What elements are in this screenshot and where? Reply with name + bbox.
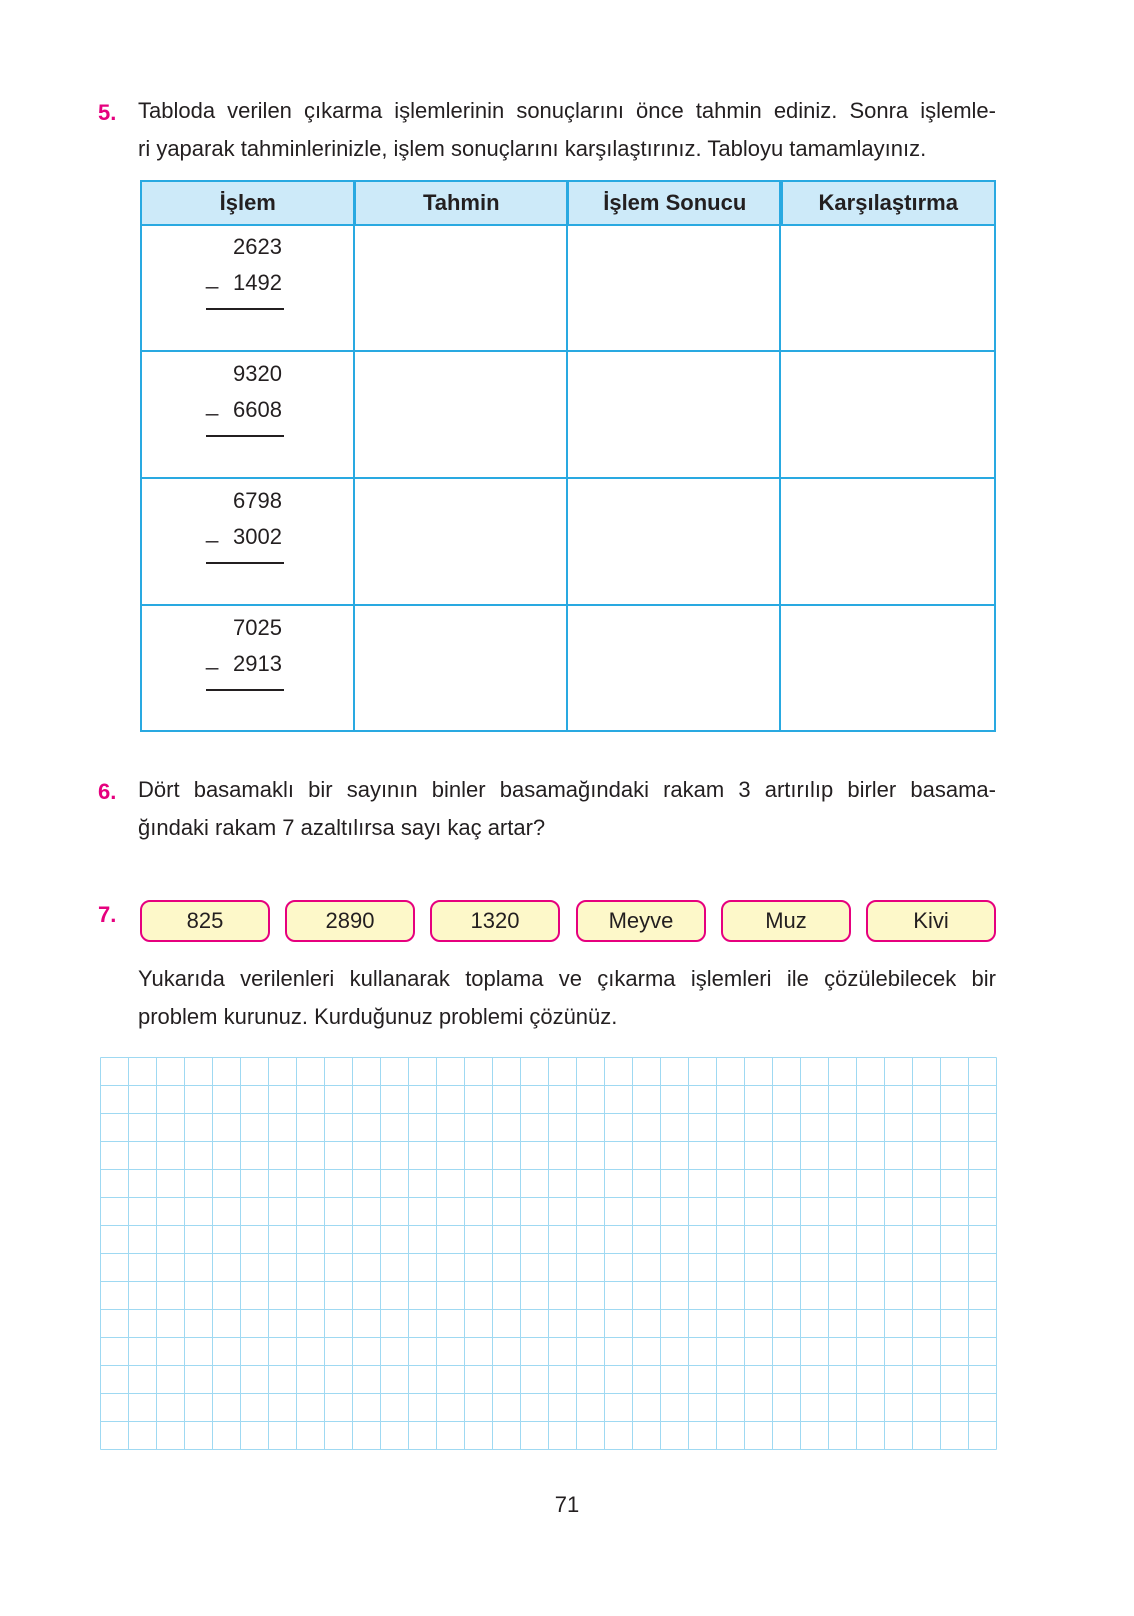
question-5-line-2: ri yaparak tahminlerinizle, işlem sonuçlarını karşılaştırınız. Tabloyu tamamlayınız. [138,136,927,161]
question-6-line-1: Dört basamaklı bir sayının binler basamağındaki rakam 3 artırılıp birler basama- [138,777,996,802]
header-karsilastirma: Karşılaştırma [818,190,958,215]
row-divider [142,604,994,606]
given-box-muz: Muz [721,900,851,942]
column-divider [353,182,355,730]
minuend: 9320 [233,361,282,386]
header-tahmin: Tahmin [356,182,570,224]
minuend: 7025 [233,615,282,640]
given-box-2890: 2890 [285,900,415,942]
given-box-kivi: Kivi [866,900,996,942]
result-line [206,435,284,437]
question-6-line-2: ğındaki rakam 7 azaltılırsa sayı kaç artar? [138,815,546,840]
given-box-1320: 1320 [430,900,560,942]
row-divider [142,477,994,479]
minus-sign: _ [206,518,219,543]
result-line [206,308,284,310]
row-divider [142,350,994,352]
result-line [206,562,284,564]
page-number: 71 [554,1492,580,1517]
question-7-number: 7. [98,902,117,927]
given-box-meyve: Meyve [576,900,706,942]
subtrahend: 2913 [233,651,282,676]
header-islem-sonucu: İşlem Sonucu [569,182,783,224]
question-6-number: 6. [98,779,117,804]
minuend: 6798 [233,488,282,513]
question-5-line-1: Tabloda verilen çıkarma işlemlerinin sonuçlarını önce tahmin ediniz. Sonra işlemle- [138,98,996,123]
estimation-table [140,180,996,732]
question-5-number: 5. [98,100,117,125]
column-divider [566,182,568,730]
given-box-825: 825 [140,900,270,942]
subtrahend: 3002 [233,524,282,549]
column-divider [779,182,781,730]
question-5-text [138,92,996,168]
minus-sign: _ [206,264,219,289]
result-line [206,689,284,691]
table-header [142,182,994,226]
minuend: 2623 [233,234,282,259]
question-7-text [138,960,996,1036]
subtrahend: 1492 [233,270,282,295]
minus-sign: _ [206,391,219,416]
question-6-text [138,771,996,847]
minus-sign: _ [206,645,219,670]
question-7-line-2: problem kurunuz. Kurduğunuz problemi çözünüz. [138,1004,618,1029]
answer-grid[interactable] [100,1057,997,1451]
question-7-line-1: Yukarıda verilenleri kullanarak toplama ve çıkarma işlemleri ile çözülebilecek bir [138,966,996,991]
header-islem: İşlem [142,182,356,224]
subtrahend: 6608 [233,397,282,422]
